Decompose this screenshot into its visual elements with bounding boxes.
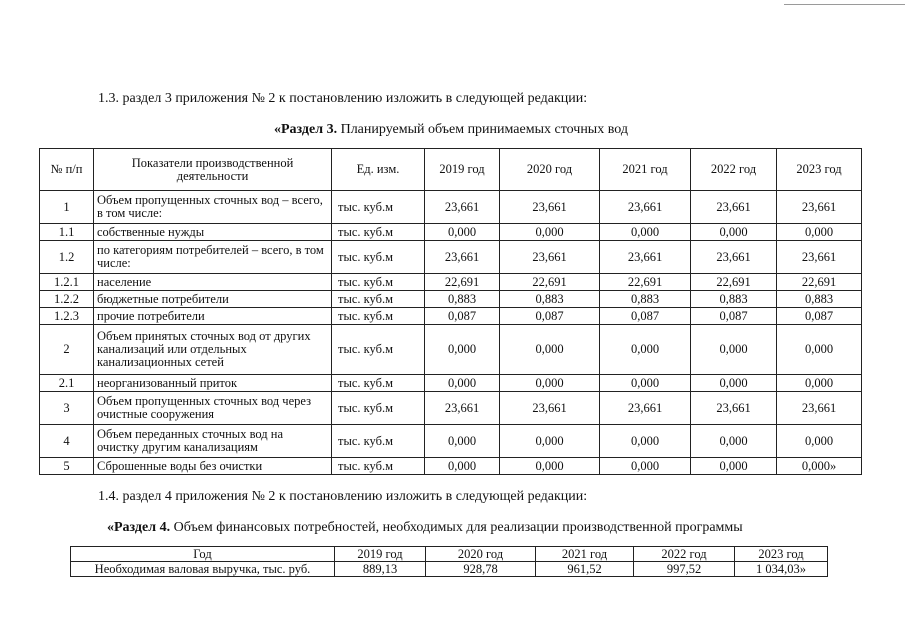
table-row bbox=[40, 191, 862, 224]
value-cell: 0,000 bbox=[425, 325, 500, 375]
unit-cell: тыс. куб.м bbox=[332, 375, 425, 392]
row-number: 1.2 bbox=[40, 241, 94, 274]
section-3-title: Планируемый объем принимаемых сточных вод bbox=[337, 122, 628, 137]
value-cell: 0,000 bbox=[777, 425, 862, 458]
table-row bbox=[40, 291, 862, 308]
table-header-row bbox=[71, 547, 828, 562]
value-cell: 0,000 bbox=[500, 325, 600, 375]
table-row bbox=[40, 224, 862, 241]
header-2019: 2019 год bbox=[335, 547, 426, 562]
header-2019: 2019 год bbox=[425, 149, 500, 191]
value-cell: 23,661 bbox=[500, 392, 600, 425]
indicator-name: население bbox=[94, 274, 332, 291]
header-year: Год bbox=[71, 547, 335, 562]
value-cell: 22,691 bbox=[691, 274, 777, 291]
table-row bbox=[40, 308, 862, 325]
table-row bbox=[40, 375, 862, 392]
value-cell: 0,000 bbox=[691, 425, 777, 458]
value-cell: 0,087 bbox=[777, 308, 862, 325]
value-cell: 0,000 bbox=[691, 325, 777, 375]
unit-cell: тыс. куб.м bbox=[332, 224, 425, 241]
value-cell: 0,883 bbox=[425, 291, 500, 308]
value-cell: 0,000 bbox=[691, 224, 777, 241]
revenue-2023: 1 034,03» bbox=[735, 562, 828, 577]
value-cell: 0,883 bbox=[777, 291, 862, 308]
indicator-name: собственные нужды bbox=[94, 224, 332, 241]
section-3-heading bbox=[274, 121, 628, 139]
indicator-name: по категориям потребителей – всего, в том числе: bbox=[94, 241, 332, 274]
value-cell: 23,661 bbox=[691, 392, 777, 425]
value-cell: 23,661 bbox=[777, 392, 862, 425]
indicator-name: Сброшенные воды без очистки bbox=[94, 458, 332, 475]
header-2022: 2022 год bbox=[634, 547, 735, 562]
indicator-name: бюджетные потребители bbox=[94, 291, 332, 308]
row-number: 2 bbox=[40, 325, 94, 375]
value-cell: 23,661 bbox=[777, 191, 862, 224]
table-row bbox=[40, 392, 862, 425]
value-cell: 23,661 bbox=[425, 241, 500, 274]
row-number: 5 bbox=[40, 458, 94, 475]
indicator-name: Объем пропущенных сточных вод через очистные сооружения bbox=[94, 392, 332, 425]
value-cell: 0,000 bbox=[777, 224, 862, 241]
value-cell: 23,661 bbox=[425, 191, 500, 224]
unit-cell: тыс. куб.м bbox=[332, 291, 425, 308]
indicator-name: Объем пропущенных сточных вод – всего, в том числе: bbox=[94, 191, 332, 224]
header-2021: 2021 год bbox=[600, 149, 691, 191]
revenue-2020: 928,78 bbox=[426, 562, 536, 577]
value-cell: 23,661 bbox=[600, 191, 691, 224]
table-header-row bbox=[40, 149, 862, 191]
value-cell: 0,000 bbox=[777, 375, 862, 392]
value-cell: 0,000 bbox=[425, 375, 500, 392]
header-indicator: Показатели производственной деятельности bbox=[94, 149, 332, 191]
value-cell: 22,691 bbox=[600, 274, 691, 291]
value-cell: 23,661 bbox=[500, 191, 600, 224]
header-2020: 2020 год bbox=[500, 149, 600, 191]
revenue-2022: 997,52 bbox=[634, 562, 735, 577]
value-cell: 23,661 bbox=[691, 241, 777, 274]
value-cell: 0,000 bbox=[600, 375, 691, 392]
value-cell: 23,661 bbox=[777, 241, 862, 274]
value-cell: 0,000» bbox=[777, 458, 862, 475]
header-2023: 2023 год bbox=[777, 149, 862, 191]
section-3-prefix: «Раздел 3. bbox=[274, 122, 338, 137]
row-number: 2.1 bbox=[40, 375, 94, 392]
revenue-label: Необходимая валовая выручка, тыс. руб. bbox=[71, 562, 335, 577]
indicator-name: Объем принятых сточных вод от других канализаций или отдельных канализационных сетей bbox=[94, 325, 332, 375]
value-cell: 0,000 bbox=[500, 425, 600, 458]
row-number: 1.2.2 bbox=[40, 291, 94, 308]
section-4-title: Объем финансовых потребностей, необходимых для реализации производственной программы bbox=[170, 520, 743, 535]
table-row bbox=[40, 274, 862, 291]
unit-cell: тыс. куб.м bbox=[332, 392, 425, 425]
indicator-name: прочие потребители bbox=[94, 308, 332, 325]
value-cell: 0,000 bbox=[777, 325, 862, 375]
value-cell: 0,000 bbox=[500, 224, 600, 241]
header-2020: 2020 год bbox=[426, 547, 536, 562]
value-cell: 0,883 bbox=[600, 291, 691, 308]
top-rule bbox=[784, 4, 905, 5]
paragraph-1-3: 1.3. раздел 3 приложения № 2 к постановлению изложить в следующей редакции: bbox=[98, 91, 588, 106]
value-cell: 0,883 bbox=[500, 291, 600, 308]
revenue-2019: 889,13 bbox=[335, 562, 426, 577]
unit-cell: тыс. куб.м bbox=[332, 274, 425, 291]
value-cell: 0,000 bbox=[600, 325, 691, 375]
value-cell: 0,000 bbox=[600, 458, 691, 475]
value-cell: 22,691 bbox=[777, 274, 862, 291]
unit-cell: тыс. куб.м bbox=[332, 191, 425, 224]
unit-cell: тыс. куб.м bbox=[332, 458, 425, 475]
unit-cell: тыс. куб.м bbox=[332, 425, 425, 458]
row-number: 1.1 bbox=[40, 224, 94, 241]
value-cell: 0,000 bbox=[500, 458, 600, 475]
unit-cell: тыс. куб.м bbox=[332, 325, 425, 375]
indicator-name: Объем переданных сточных вод на очистку другим канализациям bbox=[94, 425, 332, 458]
value-cell: 0,000 bbox=[425, 425, 500, 458]
value-cell: 23,661 bbox=[691, 191, 777, 224]
table-row bbox=[40, 458, 862, 475]
value-cell: 0,087 bbox=[500, 308, 600, 325]
table-row bbox=[40, 425, 862, 458]
paragraph-1-4: 1.4. раздел 4 приложения № 2 к постановлению изложить в следующей редакции: bbox=[98, 489, 588, 504]
revenue-2021: 961,52 bbox=[536, 562, 634, 577]
value-cell: 22,691 bbox=[500, 274, 600, 291]
row-number: 4 bbox=[40, 425, 94, 458]
table-row bbox=[40, 241, 862, 274]
value-cell: 0,000 bbox=[425, 458, 500, 475]
table-row bbox=[71, 562, 828, 577]
financial-needs-table bbox=[70, 546, 828, 577]
value-cell: 0,000 bbox=[425, 224, 500, 241]
header-num: № п/п bbox=[40, 149, 94, 191]
value-cell: 23,661 bbox=[600, 392, 691, 425]
row-number: 1.2.1 bbox=[40, 274, 94, 291]
header-2023: 2023 год bbox=[735, 547, 828, 562]
header-2021: 2021 год bbox=[536, 547, 634, 562]
unit-cell: тыс. куб.м bbox=[332, 308, 425, 325]
section-4-prefix: «Раздел 4. bbox=[107, 520, 171, 535]
value-cell: 0,000 bbox=[691, 375, 777, 392]
value-cell: 0,883 bbox=[691, 291, 777, 308]
value-cell: 22,691 bbox=[425, 274, 500, 291]
value-cell: 0,000 bbox=[500, 375, 600, 392]
header-2022: 2022 год bbox=[691, 149, 777, 191]
value-cell: 0,087 bbox=[600, 308, 691, 325]
value-cell: 0,087 bbox=[691, 308, 777, 325]
row-number: 3 bbox=[40, 392, 94, 425]
row-number: 1.2.3 bbox=[40, 308, 94, 325]
header-unit: Ед. изм. bbox=[332, 149, 425, 191]
table-row bbox=[40, 325, 862, 375]
value-cell: 0,087 bbox=[425, 308, 500, 325]
value-cell: 23,661 bbox=[425, 392, 500, 425]
section-4-heading bbox=[107, 519, 743, 537]
value-cell: 0,000 bbox=[600, 224, 691, 241]
value-cell: 23,661 bbox=[500, 241, 600, 274]
wastewater-volume-table bbox=[39, 148, 862, 475]
unit-cell: тыс. куб.м bbox=[332, 241, 425, 274]
row-number: 1 bbox=[40, 191, 94, 224]
value-cell: 23,661 bbox=[600, 241, 691, 274]
indicator-name: неорганизованный приток bbox=[94, 375, 332, 392]
value-cell: 0,000 bbox=[600, 425, 691, 458]
value-cell: 0,000 bbox=[691, 458, 777, 475]
